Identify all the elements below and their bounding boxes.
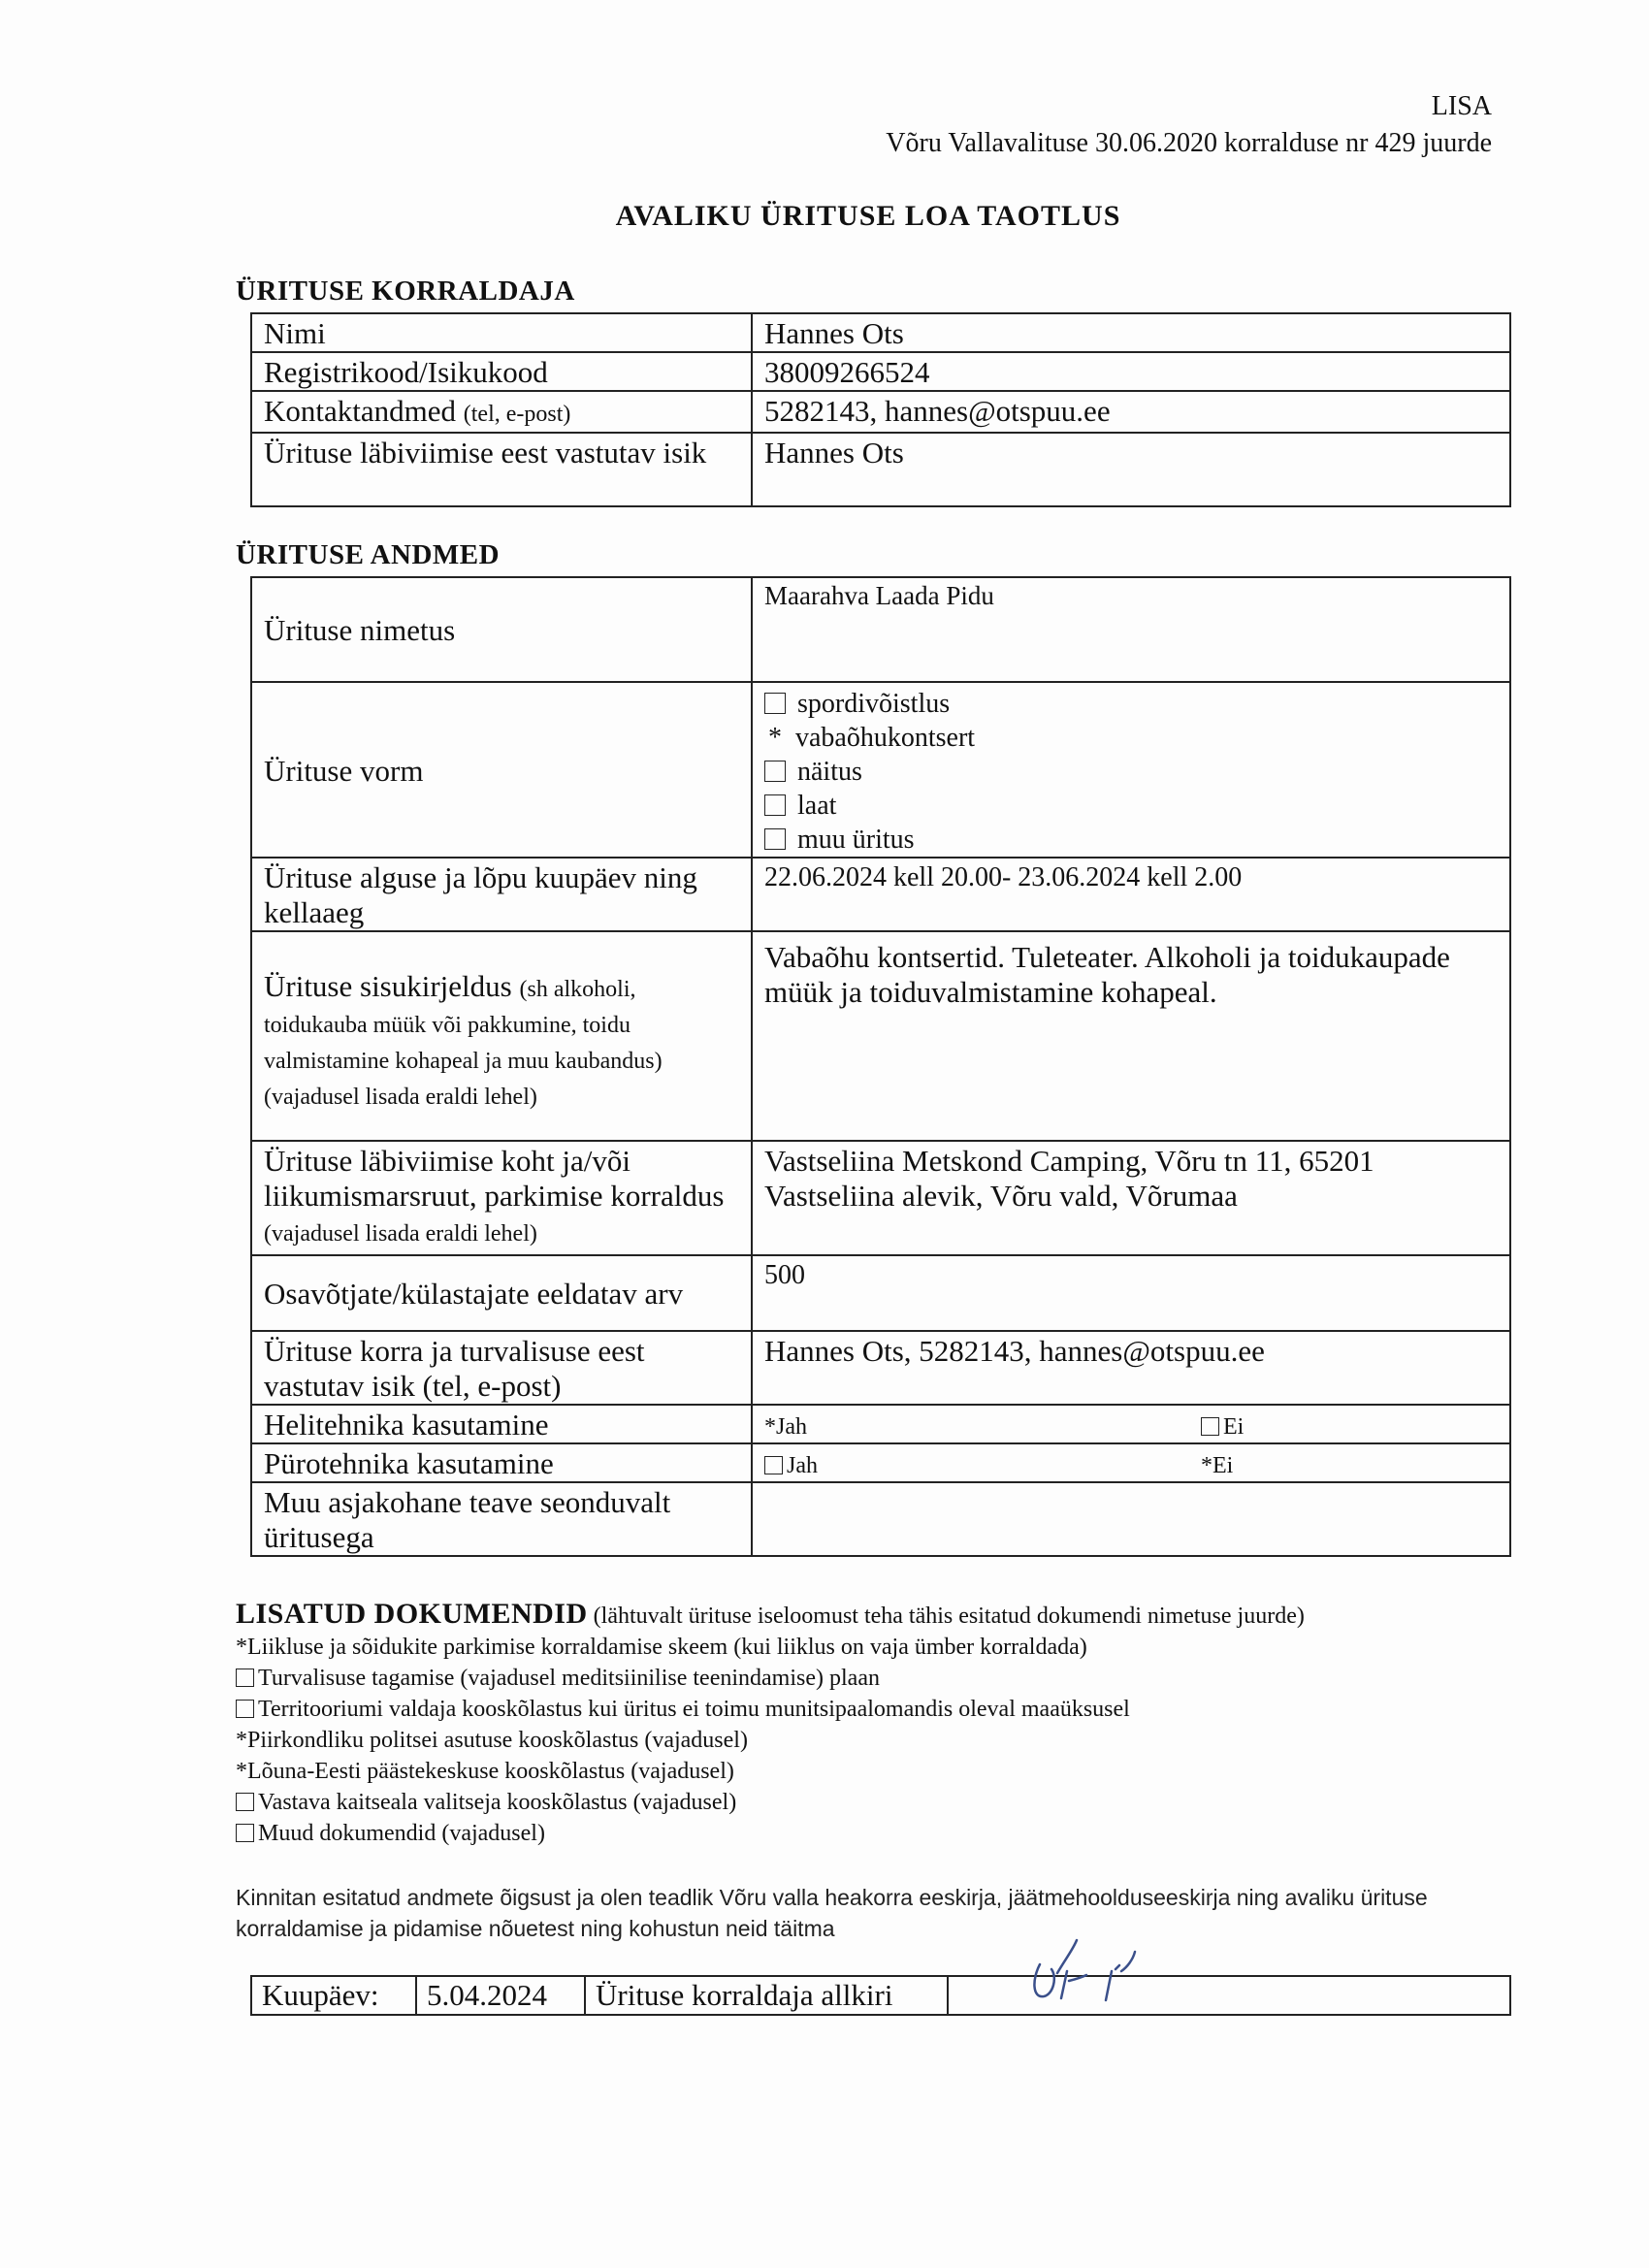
checkbox-empty-icon bbox=[236, 1669, 254, 1687]
checkbox-empty-icon bbox=[764, 794, 786, 816]
organizer-table bbox=[250, 312, 1511, 507]
field-value: Maarahva Laada Pidu bbox=[752, 577, 1510, 682]
checkbox-empty-icon bbox=[236, 1793, 254, 1811]
field-label: Osavõtjate/külastajate eeldatav arv bbox=[251, 1255, 752, 1331]
handwritten-signature bbox=[1018, 1930, 1174, 2008]
field-value: Hannes Ots, 5282143, hannes@otspuu.ee bbox=[752, 1331, 1510, 1405]
field-value: Hannes Ots bbox=[752, 313, 1510, 352]
sound-yes-option[interactable]: *Jah bbox=[764, 1414, 807, 1440]
option-vabaohukontsert[interactable]: * vabaõhukontsert bbox=[764, 721, 1498, 755]
field-value: Hannes Ots bbox=[752, 433, 1510, 506]
event-row-name bbox=[251, 577, 1510, 682]
field-value: Vabaõhu kontsertid. Tuleteater. Alkoholi ja toidukaupade müük ja toiduvalmistamine kohapeal. bbox=[752, 931, 1510, 1141]
option-naitus[interactable]: näitus bbox=[764, 755, 1498, 789]
sound-no-option[interactable]: Ei bbox=[1201, 1409, 1244, 1444]
field-label: Ürituse korra ja turvalisuse eest vastutav isik (tel, e-post) bbox=[251, 1331, 752, 1405]
organizer-section-title: ÜRITUSE KORRALDAJA bbox=[236, 275, 575, 307]
field-label: Ürituse läbiviimise eest vastutav isik bbox=[251, 433, 752, 506]
attachment-reference: Võru Vallavalituse 30.06.2020 korralduse nr 429 juurde bbox=[886, 128, 1492, 158]
checkbox-empty-icon bbox=[1201, 1417, 1219, 1436]
document-item[interactable]: *Lõuna-Eesti päästekeskuse kooskõlastus (vajadusel) bbox=[236, 1759, 734, 1784]
organizer-row-name bbox=[251, 313, 1510, 352]
event-table bbox=[250, 576, 1511, 1557]
attached-documents bbox=[236, 1599, 1555, 1849]
checkbox-empty-icon bbox=[764, 828, 786, 850]
event-section-title: ÜRITUSE ANDMED bbox=[236, 539, 501, 570]
event-row-pyro bbox=[251, 1443, 1510, 1482]
attachment-label: LISA bbox=[1431, 91, 1492, 121]
field-value: 500 bbox=[752, 1255, 1510, 1331]
asterisk-checked-icon: * bbox=[768, 723, 782, 753]
field-label: Pürotehnika kasutamine bbox=[251, 1443, 752, 1482]
confirmation-statement: Kinnitan esitatud andmete õigsust ja olen teadlik Võru valla heakorra eeskirja, jäätmehoolduseeskirja ning avaliku ürituse korraldamise ja pidamise nõuetest ning kohustun neid täitma bbox=[236, 1885, 1428, 1941]
document-item[interactable]: Turvalisuse tagamise (vajadusel meditsiinilise teenindamise) plaan bbox=[236, 1663, 1555, 1694]
field-label: Ürituse vorm bbox=[251, 682, 752, 858]
document-item[interactable]: Territooriumi valdaja kooskõlastus kui üritus ei toimu munitsipaalomandis oleval maaüksusel bbox=[236, 1694, 1555, 1725]
option-spordivoistlus[interactable]: spordivõistlus bbox=[764, 687, 1498, 721]
document-item[interactable]: *Liikluse ja sõidukite parkimise korraldamise skeem (kui liiklus on vaja ümber korraldada) bbox=[236, 1635, 1087, 1660]
document-item[interactable]: Muud dokumendid (vajadusel) bbox=[236, 1818, 1555, 1849]
field-label: Ürituse alguse ja lõpu kuupäev ning kellaaeg bbox=[251, 858, 752, 931]
option-muu-uritus[interactable]: muu üritus bbox=[764, 823, 1498, 857]
field-value: 22.06.2024 kell 20.00- 23.06.2024 kell 2.00 bbox=[752, 858, 1510, 931]
checkbox-empty-icon bbox=[764, 693, 786, 714]
event-row-other-info bbox=[251, 1482, 1510, 1556]
event-row-attendance bbox=[251, 1255, 1510, 1331]
signature-label: Ürituse korraldaja allkiri bbox=[585, 1976, 948, 2015]
event-row-location bbox=[251, 1141, 1510, 1255]
field-value bbox=[752, 1443, 1510, 1482]
field-value bbox=[752, 1405, 1510, 1443]
checkbox-empty-icon bbox=[764, 1456, 783, 1474]
date-label: Kuupäev: bbox=[251, 1976, 416, 2015]
asterisk-checked-icon: * bbox=[236, 1728, 247, 1753]
checkbox-empty-icon bbox=[236, 1824, 254, 1842]
field-value: 5282143, hannes@otspuu.ee bbox=[752, 391, 1510, 433]
field-value bbox=[752, 1482, 1510, 1556]
signature-table bbox=[250, 1975, 1511, 2016]
attached-documents-heading: LISATUD DOKUMENDID (lähtuvalt ürituse iseloomust teha tähis esitatud dokumendi nimetuse juurde) bbox=[236, 1598, 1305, 1630]
document-item[interactable]: *Piirkondliku politsei asutuse kooskõlastus (vajadusel) bbox=[236, 1728, 748, 1753]
event-row-description bbox=[251, 931, 1510, 1141]
pyro-yes-option[interactable]: Jah bbox=[764, 1448, 818, 1483]
field-label: Ürituse sisukirjeldus (sh alkoholi, toidukauba müük või pakkumine, toidu valmistamine kohapeal ja muu kaubandus) (vajadusel lisada eraldi lehel) bbox=[251, 931, 752, 1141]
organizer-row-contact bbox=[251, 391, 1510, 433]
field-label: Ürituse läbiviimise koht ja/või liikumismarsruut, parkimise korraldus (vajadusel lisada eraldi lehel) bbox=[251, 1141, 752, 1255]
event-row-sound bbox=[251, 1405, 1510, 1443]
pyro-no-option[interactable]: *Ei bbox=[1201, 1453, 1234, 1478]
field-value: 38009266524 bbox=[752, 352, 1510, 391]
field-value: Vastseliina Metskond Camping, Võru tn 11, 65201 Vastseliina alevik, Võru vald, Võrumaa bbox=[752, 1141, 1510, 1255]
field-label: Ürituse nimetus bbox=[251, 577, 752, 682]
organizer-row-regcode bbox=[251, 352, 1510, 391]
field-label: Nimi bbox=[251, 313, 752, 352]
event-form-options bbox=[752, 682, 1510, 858]
document-item[interactable]: Vastava kaitseala valitseja kooskõlastus (vajadusel) bbox=[236, 1787, 1555, 1818]
option-laat[interactable]: laat bbox=[764, 789, 1498, 823]
checkbox-empty-icon bbox=[764, 761, 786, 782]
asterisk-checked-icon: * bbox=[1201, 1453, 1212, 1478]
event-row-dates bbox=[251, 858, 1510, 931]
asterisk-checked-icon: * bbox=[236, 1759, 247, 1784]
document-title: AVALIKU ÜRITUSE LOA TAOTLUS bbox=[615, 200, 1121, 232]
field-label: Registrikood/Isikukood bbox=[251, 352, 752, 391]
event-row-form bbox=[251, 682, 1510, 858]
field-label: Helitehnika kasutamine bbox=[251, 1405, 752, 1443]
asterisk-checked-icon: * bbox=[236, 1635, 247, 1660]
field-label: Muu asjakohane teave seonduvalt üritusega bbox=[251, 1482, 752, 1556]
field-label: Kontaktandmed (tel, e-post) bbox=[251, 391, 752, 433]
checkbox-empty-icon bbox=[236, 1700, 254, 1718]
asterisk-checked-icon: * bbox=[764, 1414, 776, 1440]
event-row-security bbox=[251, 1331, 1510, 1405]
organizer-row-responsible bbox=[251, 433, 1510, 506]
date-value: 5.04.2024 bbox=[416, 1976, 585, 2015]
